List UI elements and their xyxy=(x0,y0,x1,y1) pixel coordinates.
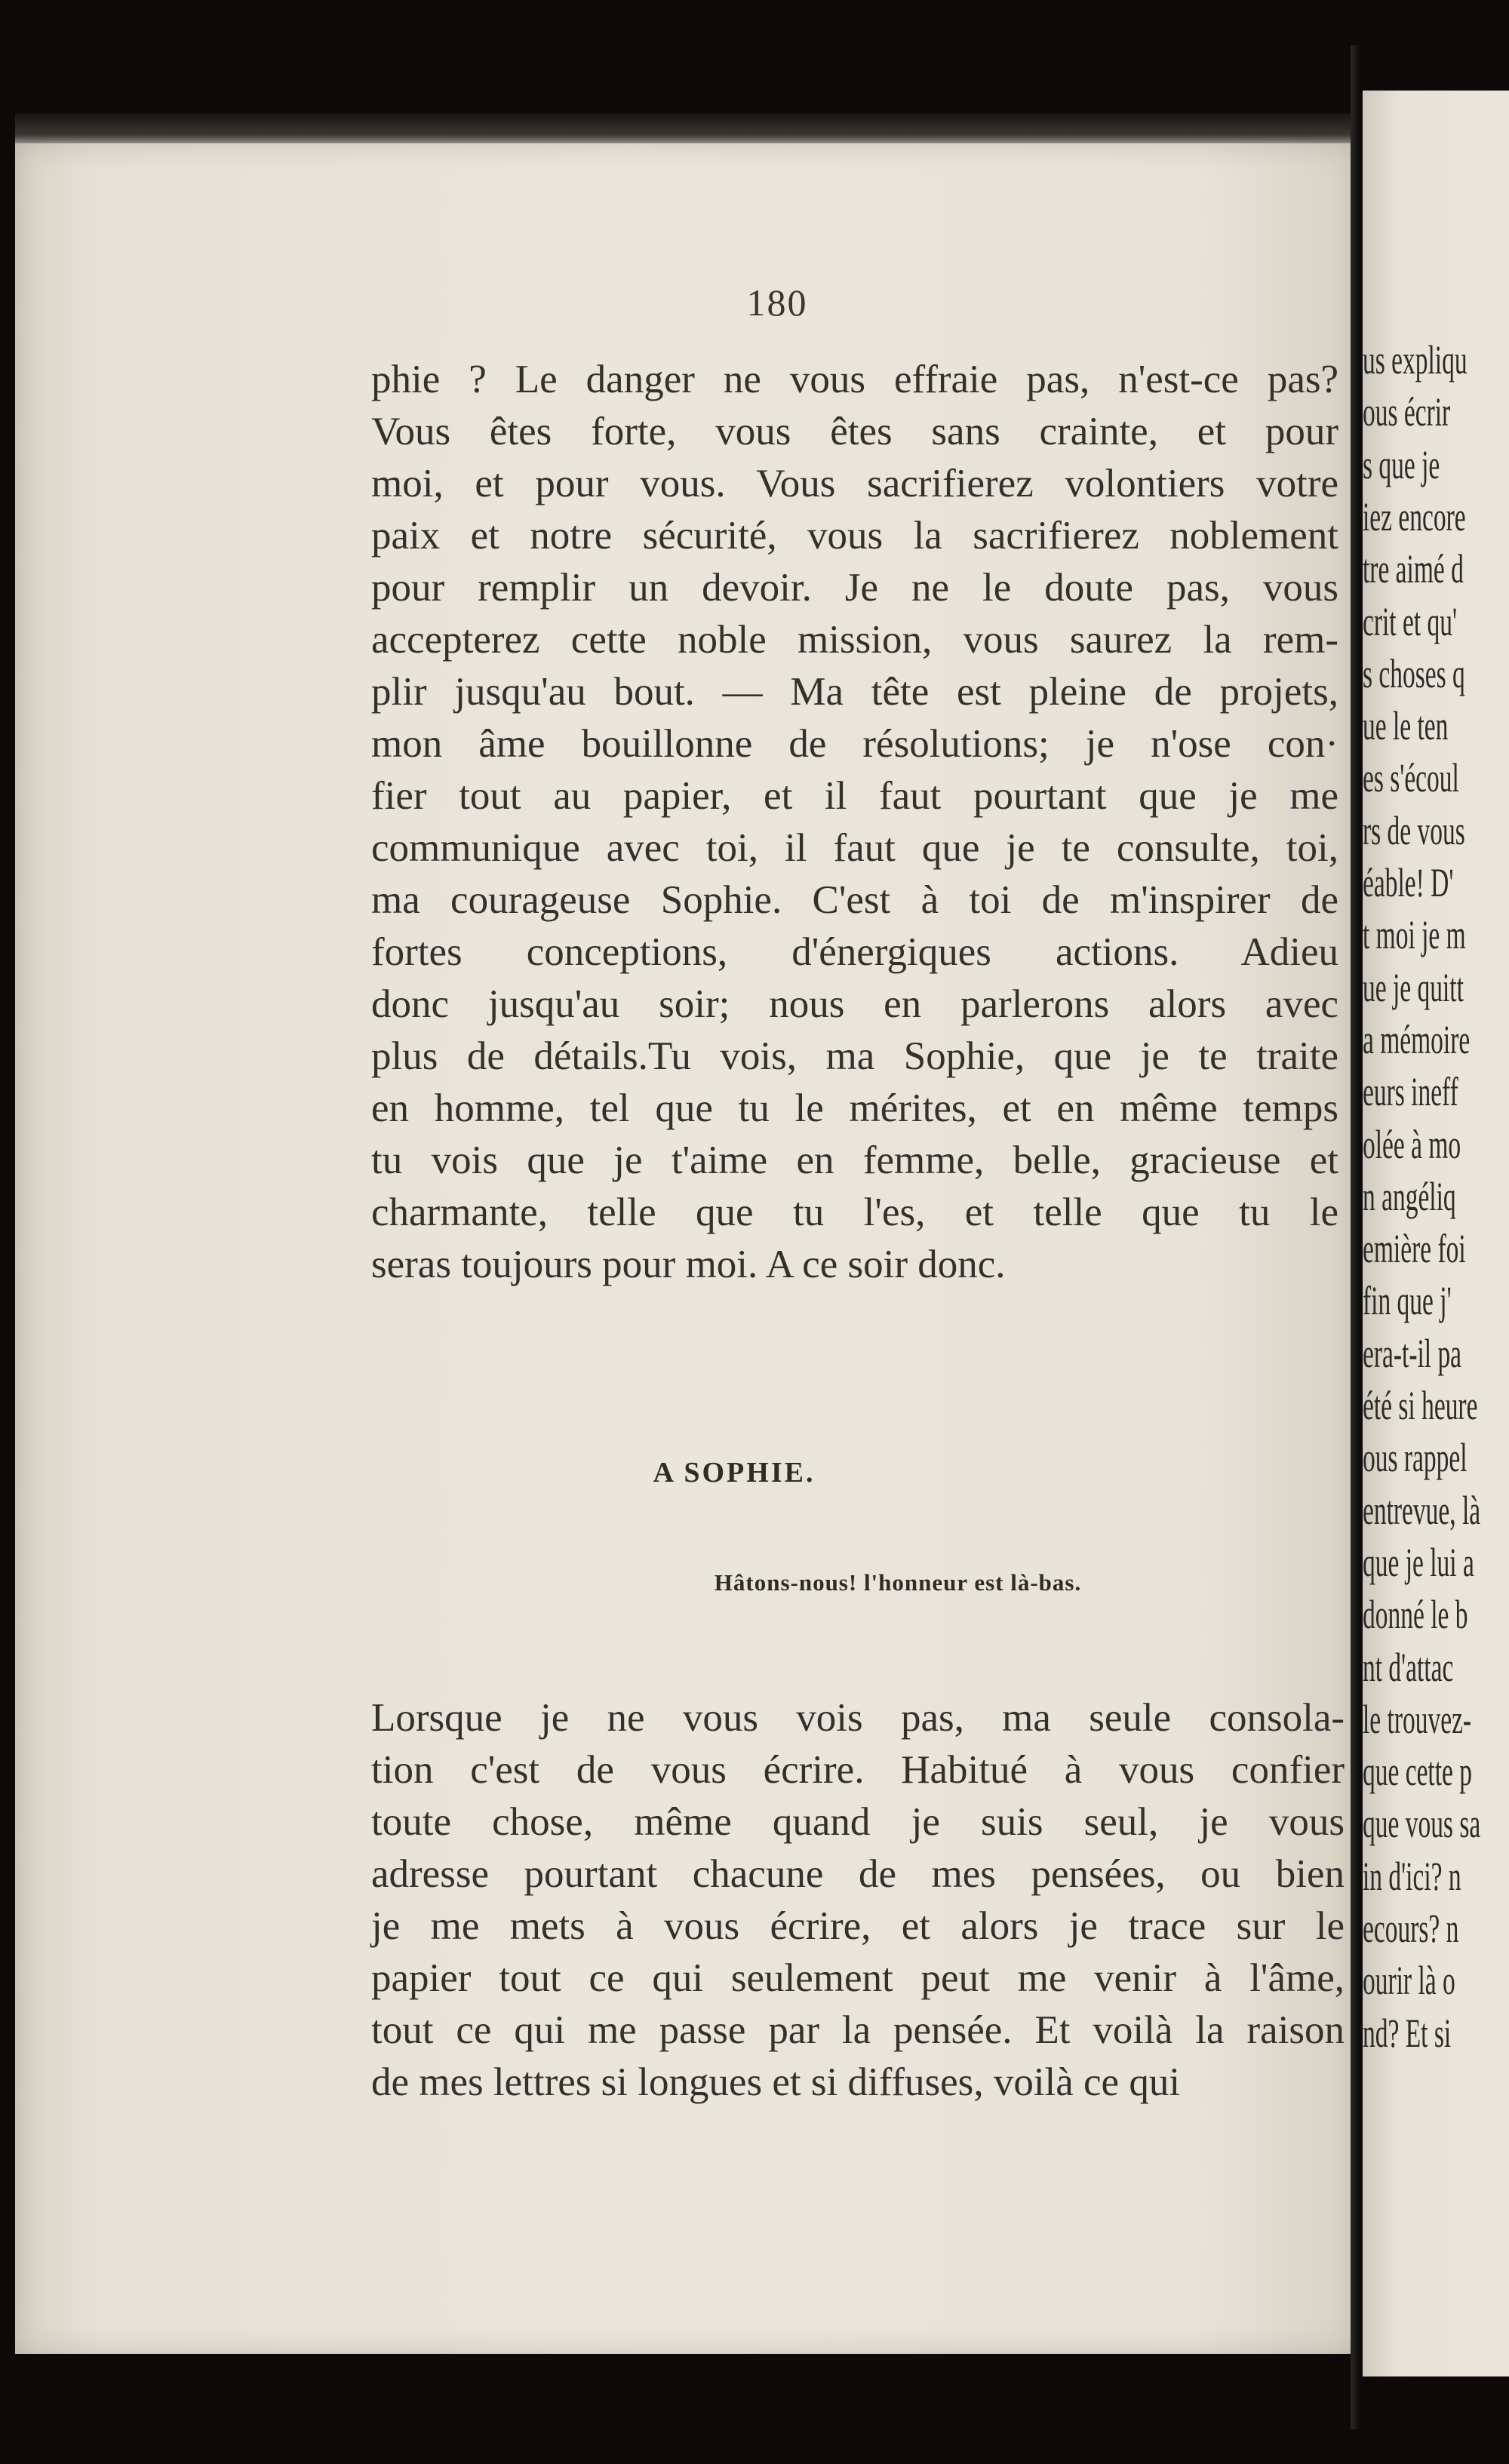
facing-page-line: donné le b xyxy=(1363,1592,1468,1638)
facing-page-line: s choses q xyxy=(1363,650,1465,696)
epigraph: Hâtons-nous! l'honneur est là-bas. xyxy=(714,1569,1082,1596)
facing-page-line: entrevue, là xyxy=(1363,1487,1481,1533)
facing-page-line: nt d'attac xyxy=(1363,1644,1454,1690)
text-line: communique avec toi, il faut que je te consulte, toi, xyxy=(371,826,1338,870)
text-line: plir jusqu'au bout. — Ma tête est pleine de projets, xyxy=(371,670,1338,714)
facing-page-line: rs de vous xyxy=(1363,807,1465,853)
letter-heading xyxy=(0,1456,1509,1489)
text-line: phie ? Le danger ne vous effraie pas, n'est-ce pas? xyxy=(371,358,1338,401)
facing-page-line: t moi je m xyxy=(1363,912,1466,958)
facing-page-line: olée à mo xyxy=(1363,1121,1461,1167)
facing-page-line: fin que j' xyxy=(1363,1278,1452,1324)
page-number xyxy=(0,281,1509,324)
text-line: de mes lettres si longues et si diffuses, voilà ce qui xyxy=(371,2060,1181,2104)
facing-page-line: été si heure xyxy=(1363,1383,1478,1428)
facing-page-line: crit et qu' xyxy=(1363,598,1458,644)
facing-page-line: ourir là o xyxy=(1363,1958,1455,2004)
facing-page-line: emière foi xyxy=(1363,1226,1466,1272)
text-line: papier tout ce qui seulement peut me venir à l'âme, xyxy=(371,1956,1345,2000)
facing-page-line: a mémoire xyxy=(1363,1016,1471,1062)
facing-page-line: tre aimé d xyxy=(1363,546,1464,592)
facing-page-line: ue le ten xyxy=(1363,703,1449,749)
text-line: charmante, telle que tu l'es, et telle que tu le xyxy=(371,1191,1338,1234)
text-line: donc jusqu'au soir; nous en parlerons alors avec xyxy=(371,982,1338,1026)
facing-page-line: s que je xyxy=(1363,441,1440,487)
text-line: accepterez cette noble mission, vous saurez la rem- xyxy=(371,618,1338,662)
facing-page-line: era-t-il pa xyxy=(1363,1330,1462,1376)
facing-page-line: n angéliq xyxy=(1363,1173,1456,1219)
facing-page-line: que cette p xyxy=(1363,1749,1473,1795)
text-line: mon âme bouillonne de résolutions; je n'ose con· xyxy=(371,722,1338,766)
facing-page-line: que vous sa xyxy=(1363,1801,1481,1847)
page-number-text: 180 xyxy=(746,281,808,324)
text-line: paix et notre sécurité, vous la sacrifierez noblement xyxy=(371,514,1338,558)
text-line: moi, et pour vous. Vous sacrifierez volontiers votre xyxy=(371,462,1338,505)
facing-page-line: nd? Et si xyxy=(1363,2010,1452,2056)
text-line: tu vois que je t'aime en femme, belle, gracieuse et xyxy=(371,1138,1338,1182)
facing-page-line: es s'écoul xyxy=(1363,755,1459,801)
text-line: fier tout au papier, et il faut pourtant que je me xyxy=(371,774,1338,818)
text-line: toute chose, même quand je suis seul, je vous xyxy=(371,1800,1345,1844)
facing-page-line: éable! D' xyxy=(1363,860,1454,905)
text-line: tout ce qui me passe par la pensée. Et voilà la raison xyxy=(371,2008,1345,2052)
text-line: ma courageuse Sophie. C'est à toi de m'inspirer de xyxy=(371,878,1338,922)
facing-page-line: iez encore xyxy=(1363,493,1466,539)
facing-page xyxy=(1363,91,1509,2376)
text-line: seras toujours pour moi. A ce soir donc. xyxy=(371,1243,1006,1286)
text-line: en homme, tel que tu le mérites, et en même temps xyxy=(371,1086,1338,1130)
text-line: Lorsque je ne vous vois pas, ma seule consola- xyxy=(371,1696,1345,1740)
paragraph-1 xyxy=(371,354,1338,1291)
text-line: je me mets à vous écrire, et alors je trace sur le xyxy=(371,1904,1345,1948)
book-spine xyxy=(1351,45,1361,2429)
text-line: fortes conceptions, d'énergiques actions. Adieu xyxy=(371,930,1338,974)
text-line: plus de détails.Tu vois, ma Sophie, que je te traite xyxy=(371,1034,1338,1078)
facing-page-line: ecours? n xyxy=(1363,1906,1459,1951)
facing-page-line: ous écrir xyxy=(1363,389,1451,435)
facing-page-line: le trouvez- xyxy=(1363,1696,1472,1742)
text-line: Vous êtes forte, vous êtes sans crainte, et pour xyxy=(371,410,1338,453)
letter-heading-text: A SOPHIE. xyxy=(653,1457,816,1489)
facing-page-line: eurs ineff xyxy=(1363,1069,1458,1115)
text-line: pour remplir un devoir. Je ne le doute pas, vous xyxy=(371,566,1338,610)
text-line: adresse pourtant chacune de mes pensées, ou bien xyxy=(371,1852,1345,1896)
facing-page-line: ue je quitt xyxy=(1363,964,1464,1010)
facing-page-line: ous rappel xyxy=(1363,1435,1468,1481)
paragraph-2 xyxy=(371,1692,1345,2109)
text-line: tion c'est de vous écrire. Habitué à vous confier xyxy=(371,1748,1345,1792)
facing-page-line: que je lui a xyxy=(1363,1539,1474,1585)
facing-page-line: in d'ici? n xyxy=(1363,1853,1461,1899)
facing-page-line: us expliqu xyxy=(1363,337,1468,383)
